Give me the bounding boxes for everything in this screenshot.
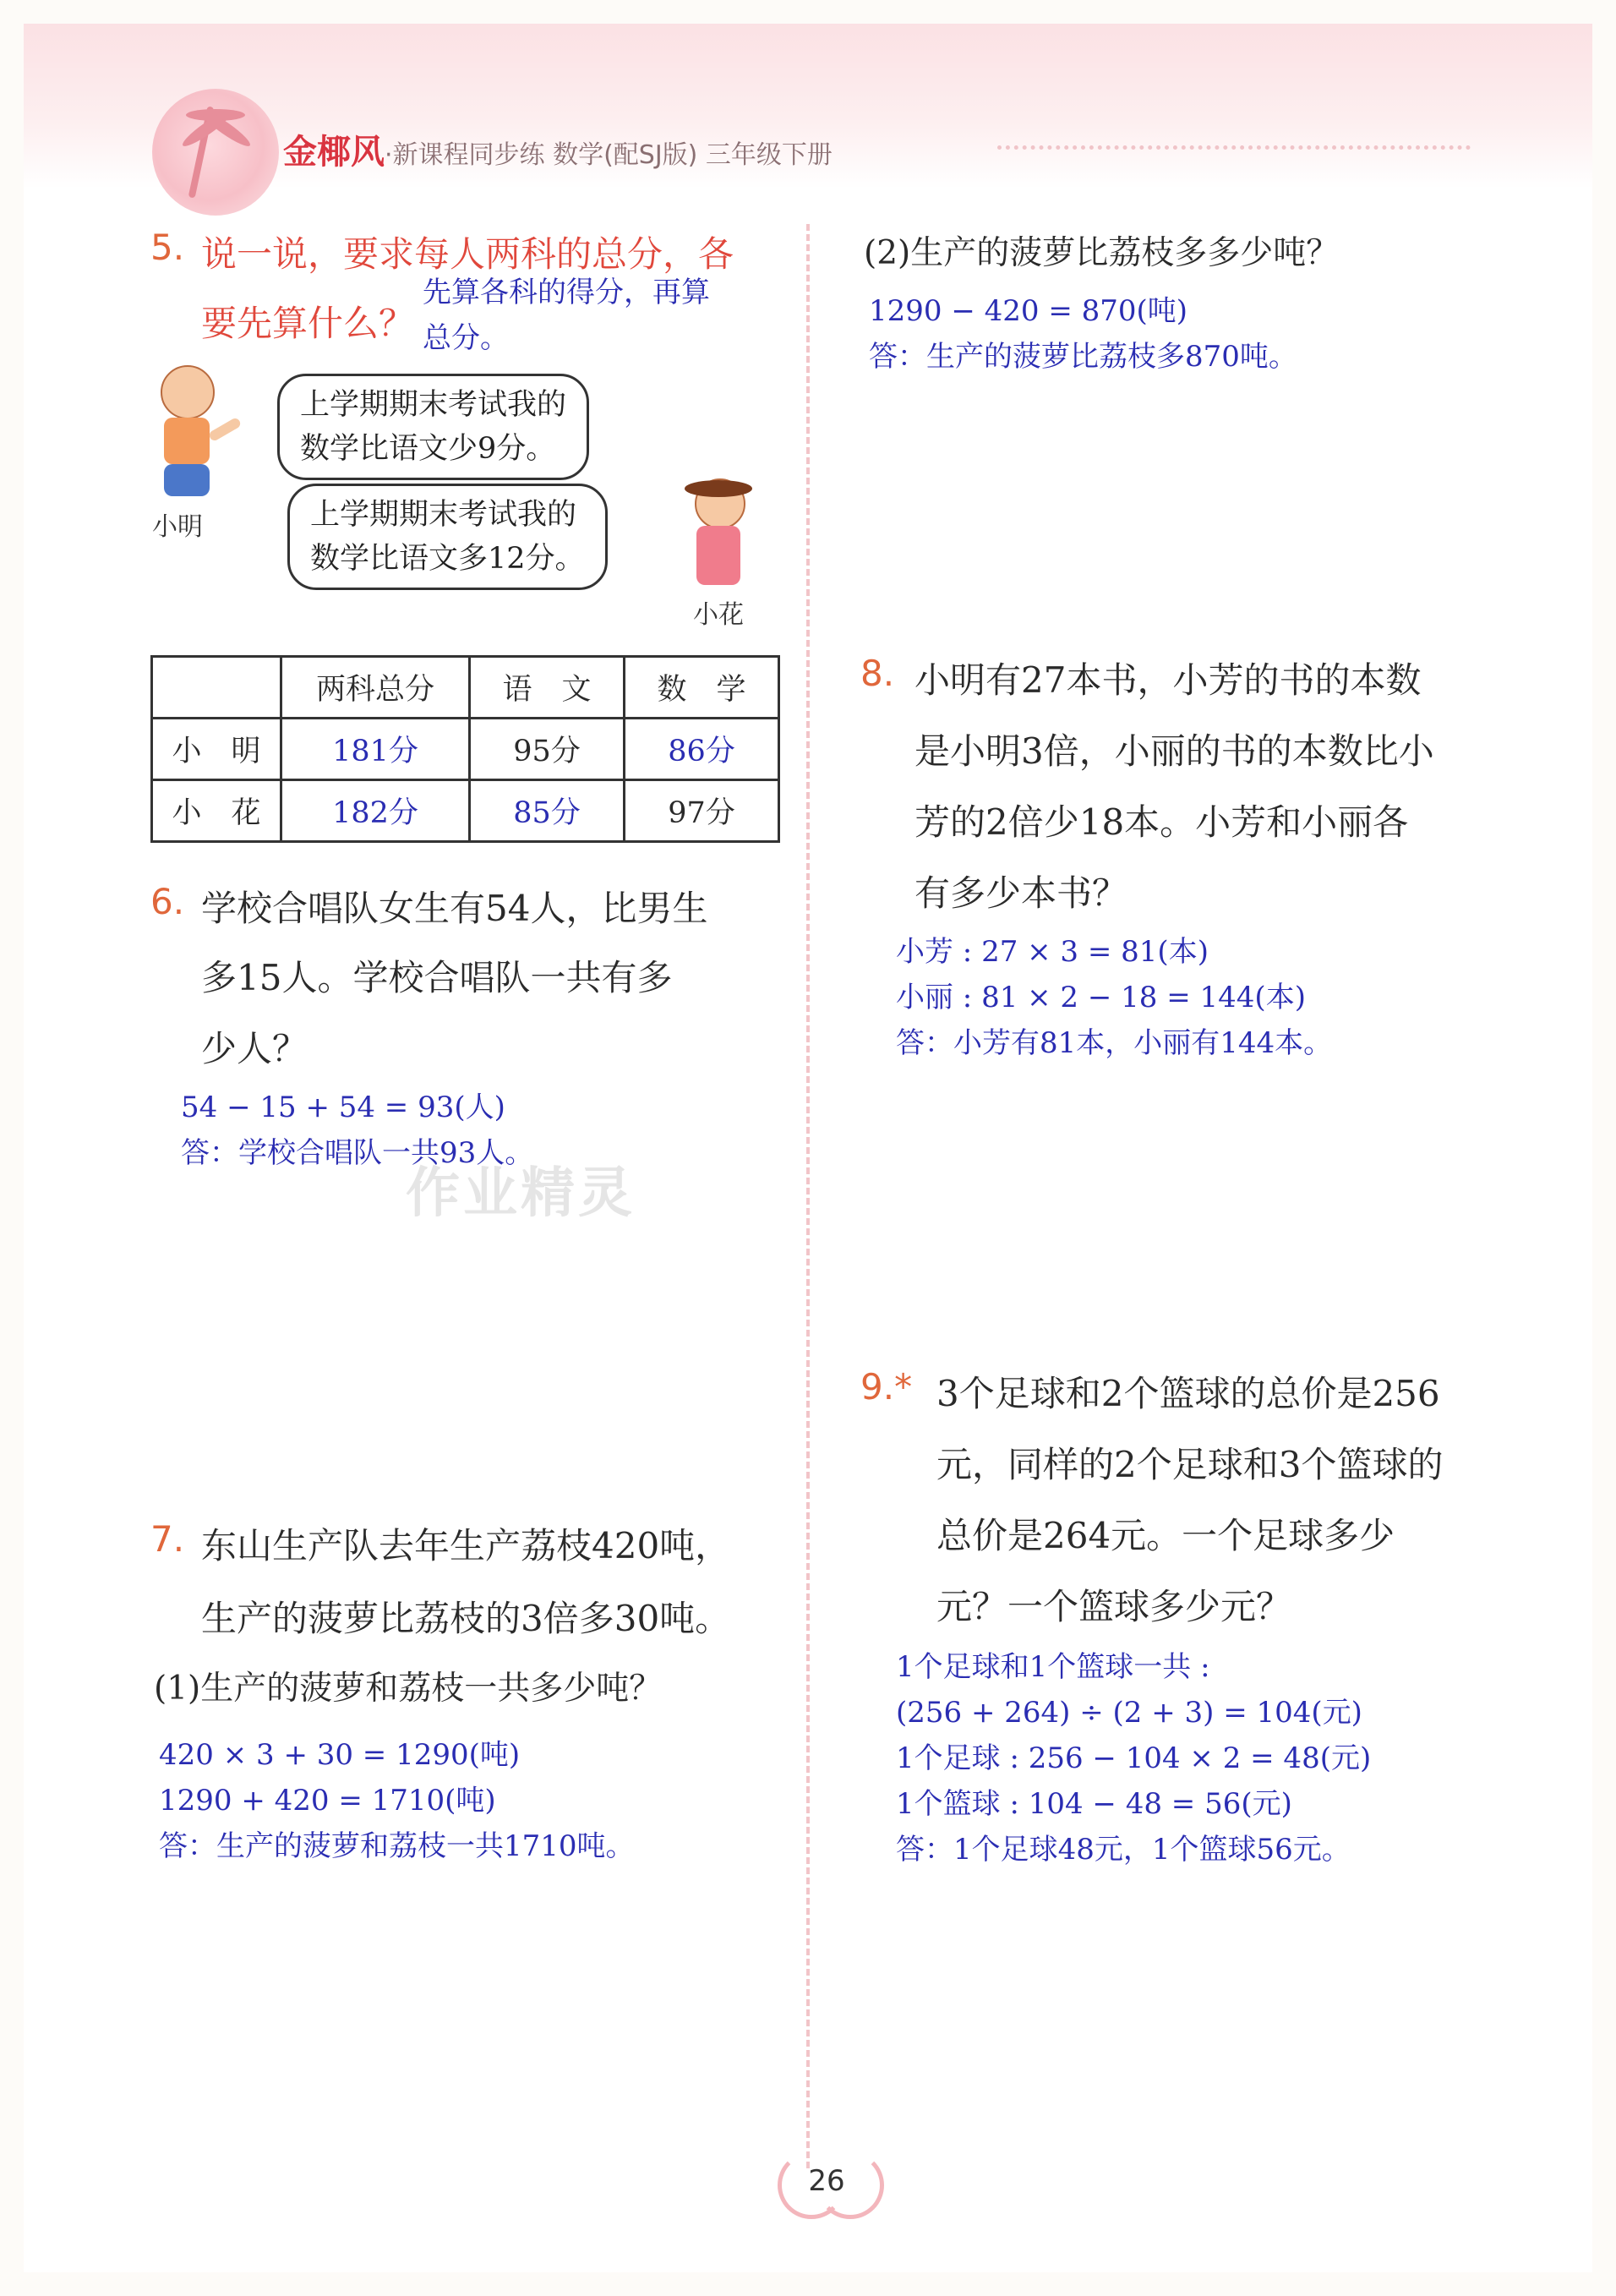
- q6-line1: 学校合唱队女生有54人，比男生: [201, 888, 708, 929]
- q5-number: 5.: [150, 227, 185, 268]
- q8-answer1: 小芳 : 27 × 3 = 81(本): [896, 935, 1209, 969]
- speech-bubble-xiaoming: [277, 374, 589, 480]
- q9-line2: 元，同样的2个足球和3个篮球的: [936, 1444, 1444, 1485]
- q7-answer5: 答：生产的菠萝比荔枝多870吨。: [869, 340, 1297, 374]
- q9-answer2: (256 + 264) ÷ (2 + 3) = 104(元): [896, 1696, 1362, 1730]
- q5-line2: 要先算什么？: [201, 303, 415, 344]
- q7-sub1: (1)生产的菠萝和荔枝一共多少吨？: [154, 1670, 663, 1708]
- table-cell: 86分: [625, 719, 779, 780]
- q7-answer4: 1290 − 420 = 870(吨): [869, 294, 1188, 328]
- q9-answer4: 1个篮球 : 104 − 48 = 56(元): [896, 1787, 1292, 1821]
- q6-answer1: 54 − 15 + 54 = 93(人): [181, 1091, 505, 1124]
- q7-number: 7.: [150, 1518, 185, 1560]
- watermark: 作业精灵: [406, 1162, 636, 1225]
- header-dotted-line: [997, 145, 1471, 150]
- table-cell: 95分: [470, 719, 625, 780]
- xiaohua-figure-icon: [676, 473, 769, 592]
- q9-line4: 元？一个篮球多少元？: [936, 1586, 1292, 1627]
- q9-answer1: 1个足球和1个篮球一共 :: [896, 1650, 1210, 1684]
- column-divider: [806, 224, 810, 2168]
- q8-number: 8.: [860, 653, 895, 694]
- table-header-row: [152, 657, 779, 719]
- table-row: [152, 780, 779, 842]
- q8-answer2: 小丽 : 81 × 2 − 18 = 144(本): [896, 981, 1306, 1014]
- q6-number: 6.: [150, 881, 185, 922]
- bubble-hua-line2: 数学比语文多12分。: [310, 542, 585, 576]
- table-header-cell: 语 文: [470, 657, 625, 719]
- q9-line1: 3个足球和2个篮球的总价是256: [936, 1373, 1440, 1414]
- q9-number: 9.*: [860, 1366, 913, 1408]
- q7-answer3: 答：生产的菠萝和荔枝一共1710吨。: [159, 1829, 635, 1863]
- bubble-ming-line2: 数学比语文少9分。: [300, 432, 556, 466]
- q7-sub2: (2)生产的菠萝比荔枝多多少吨？: [864, 234, 1340, 272]
- q6-line3: 少人？: [201, 1028, 308, 1069]
- palm-logo-icon: [152, 89, 279, 216]
- q7-line2: 生产的菠萝比荔枝的3倍多30吨。: [201, 1598, 731, 1639]
- q8-line1: 小明有27本书，小芳的书的本数: [914, 659, 1422, 701]
- table-cell: 小 花: [152, 780, 281, 842]
- page-number: 26: [808, 2164, 845, 2198]
- q9-answer3: 1个足球 : 256 − 104 × 2 = 48(元): [896, 1741, 1372, 1775]
- q5-line1: 说一说，要求每人两科的总分，各: [201, 233, 734, 275]
- xiaoming-figure-icon: [152, 365, 245, 500]
- q9-answer5: 答：1个足球48元，1个篮球56元。: [896, 1833, 1351, 1867]
- q8-line3: 芳的2倍少18本。小芳和小丽各: [914, 801, 1409, 843]
- q8-answer3: 答：小芳有81本，小丽有144本。: [896, 1026, 1333, 1060]
- table-cell: 97分: [625, 780, 779, 842]
- q6-line2: 多15人。学校合唱队一共有多: [201, 957, 673, 998]
- q5-answer-line2: 总分。: [423, 321, 509, 355]
- q7-line1: 东山生产队去年生产荔枝420吨，: [201, 1525, 731, 1566]
- table-cell: 181分: [281, 719, 470, 780]
- q8-line4: 有多少本书？: [914, 872, 1128, 914]
- table-header-cell: 数 学: [625, 657, 779, 719]
- scores-table: [150, 655, 780, 843]
- speech-bubble-xiaohua: [287, 484, 608, 590]
- table-cell: 小 明: [152, 719, 281, 780]
- table-header-cell: [152, 657, 281, 719]
- label-xiaoming: 小明: [152, 512, 203, 542]
- q8-line2: 是小明3倍，小丽的书的本数比小: [914, 730, 1434, 772]
- table-row: [152, 719, 779, 780]
- book-subtitle: ·新课程同步练 数学(配SJ版) 三年级下册: [385, 140, 833, 170]
- table-cell: 85分: [470, 780, 625, 842]
- q6-answer2: 答：学校合唱队一共93人。: [181, 1136, 534, 1170]
- q7-answer1: 420 × 3 + 30 = 1290(吨): [159, 1738, 521, 1772]
- table-header-cell: 两科总分: [281, 657, 470, 719]
- q9-line3: 总价是264元。一个足球多少: [936, 1515, 1395, 1556]
- brand-name: 金椰风: [283, 133, 385, 172]
- q5-answer-line1: 先算各科的得分，再算: [423, 276, 710, 309]
- bubble-ming-line1: 上学期期末考试我的: [300, 388, 567, 422]
- bubble-hua-line1: 上学期期末考试我的: [310, 498, 577, 532]
- label-xiaohua: 小花: [693, 600, 744, 630]
- q7-answer2: 1290 + 420 = 1710(吨): [159, 1784, 496, 1818]
- header-title: [283, 125, 833, 173]
- table-cell: 182分: [281, 780, 470, 842]
